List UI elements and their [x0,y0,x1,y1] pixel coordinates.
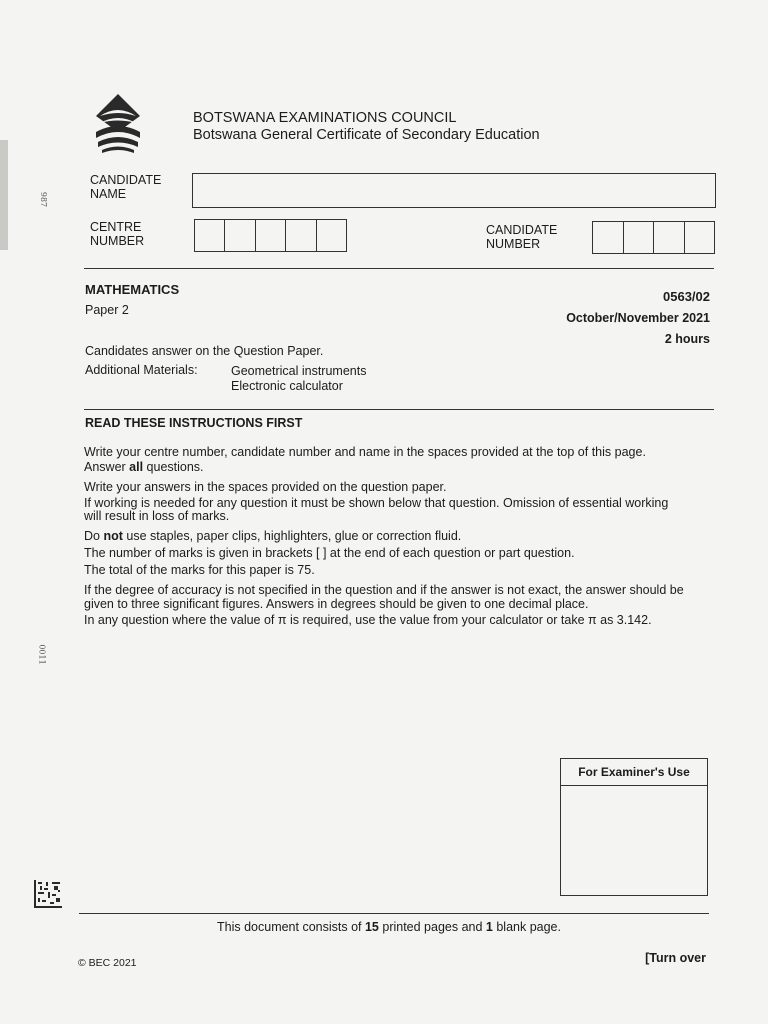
header-rule [84,268,714,269]
exam-session: October/November 2021 [566,311,710,325]
instructions-heading: READ THESE INSTRUCTIONS FIRST [85,416,303,430]
subject: MATHEMATICS [85,282,180,297]
copyright: © BEC 2021 [78,957,137,969]
instruction-line: Write your answers in the spaces provided on the question paper. [84,480,447,494]
footer-rule [79,913,709,914]
margin-number: 987 [39,191,49,208]
council-name: BOTSWANA EXAMINATIONS COUNCIL [193,110,457,126]
instructions-rule [84,409,714,410]
duration: 2 hours [664,332,710,346]
instruction-line: given to three significant figures. Answers in degrees should be given to one decimal place. [84,597,589,611]
paper-number: Paper 2 [85,303,129,317]
materials-label: Additional Materials: [85,363,198,377]
examiners-use-box[interactable] [560,758,708,896]
bec-logo-icon [92,92,144,154]
candidate-name-label: CANDIDATE NAME [90,173,162,201]
candidate-number-field[interactable] [592,221,715,254]
barcode-icon [34,880,62,908]
turn-over: [Turn over [645,951,706,965]
certificate-title: Botswana General Certificate of Secondary Education [193,127,540,143]
examiners-use-title: For Examiner's Use [561,759,707,786]
centre-number-label: CENTRE NUMBER [90,220,145,248]
instruction-line: Answer all questions. [84,460,204,474]
centre-number-field[interactable] [194,219,347,252]
paper-code: 0563/02 [663,289,710,304]
instruction-line: The number of marks is given in brackets [ ] at the end of each question or part question. [84,546,575,560]
instruction-line: Do not use staples, paper clips, highlighters, glue or correction fluid. [84,529,462,543]
answer-note: Candidates answer on the Question Paper. [85,344,324,358]
margin-number: 0011 [37,644,47,665]
candidate-number-label: CANDIDATE NUMBER [486,223,558,251]
materials-list: Geometrical instruments Electronic calculator [231,364,367,393]
instruction-line: The total of the marks for this paper is 75. [84,563,315,577]
candidate-name-field[interactable] [192,173,716,208]
instruction-line: Write your centre number, candidate number and name in the spaces provided at the top of this page. [84,445,646,459]
instruction-line: will result in loss of marks. [84,509,230,523]
instruction-line: If working is needed for any question it must be shown below that question. Omission of essential working [84,496,669,510]
scan-edge [0,140,8,250]
instruction-line: In any question where the value of π is required, use the value from your calculator or take π as 3.142. [84,613,652,627]
page-count: This document consists of 15 printed pages and 1 blank page. [217,920,561,934]
instruction-line: If the degree of accuracy is not specified in the question and if the answer is not exact, the answer should be [84,583,684,597]
